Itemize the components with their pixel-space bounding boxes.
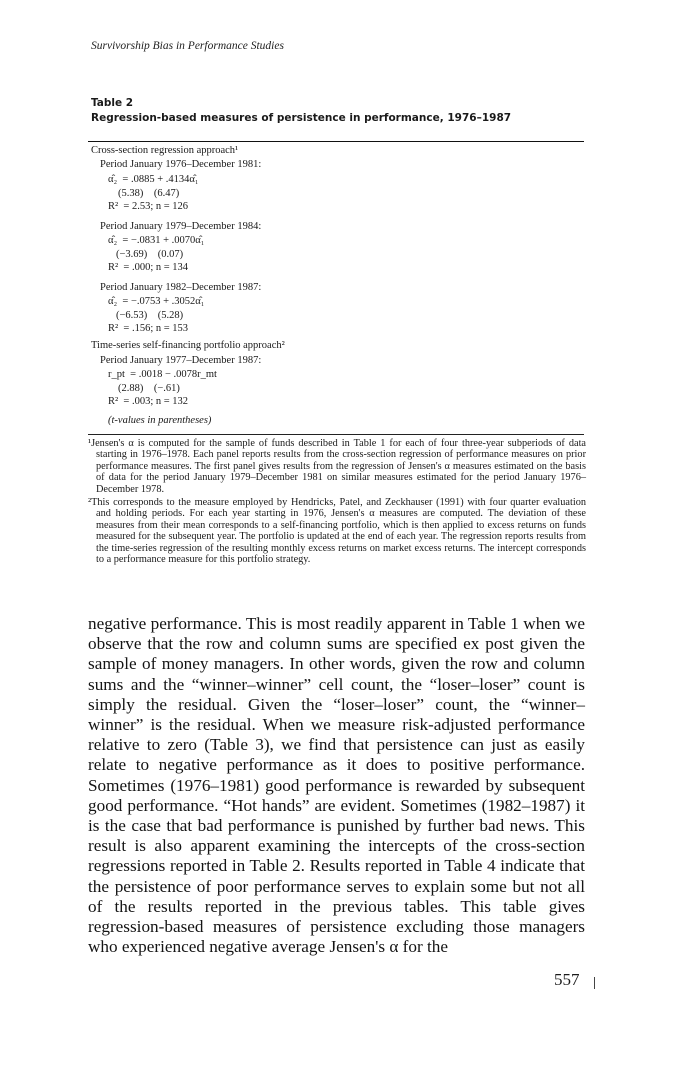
table-line: R² = 2.53; n = 126 <box>108 201 189 212</box>
table-line: α̂₂ = −.0753 + .3052α̂₁ <box>108 296 205 307</box>
table-line: Period January 1979–December 1984: <box>100 221 262 232</box>
running-header: Survivorship Bias in Performance Studies <box>91 40 284 52</box>
table-line: Period January 1977–December 1987: <box>100 355 262 366</box>
table-line: (5.38) (6.47) <box>118 188 180 199</box>
table-line: (−3.69) (0.07) <box>116 249 184 260</box>
table-line: Time-series self-financing portfolio approach² <box>91 340 285 351</box>
footnote: ¹Jensen's α is computed for the sample of funds described in Table 1 for each of four three-year subperiods of data starting in 1976–1978. Each panel reports results from the cross-section regression of performance measures on prior performance measures. The first panel gives results from the regression of Jensen's α measures estimated on the basis of data for the period January 1979–December 1981 on similar measures estimated for the period January 1976–December 1978. <box>88 438 586 495</box>
table-title: Regression-based measures of persistence in performance, 1976–1987 <box>91 112 512 124</box>
table-line: (t-values in parentheses) <box>108 415 212 426</box>
table-line: α̂₂ = .0885 + .4134α̂₁ <box>108 174 199 185</box>
table-line: α̂₂ = −.0831 + .0070α̂₁ <box>108 235 205 246</box>
table-line: (2.88) (−.61) <box>118 383 180 394</box>
table-line: Period January 1976–December 1981: <box>100 159 262 170</box>
table-line: R² = .000; n = 134 <box>108 262 189 273</box>
table-top-rule <box>88 141 584 142</box>
table-line: R² = .156; n = 153 <box>108 323 189 334</box>
table-line: Period January 1982–December 1987: <box>100 282 262 293</box>
page-number: 557 <box>554 970 580 989</box>
body-paragraph: negative performance. This is most readily apparent in Table 1 when we observe that the row and column sums are specified ex post given the sample of money managers. In other words, given the row and column sums and the “winner–winner” cell count, the “loser–loser” count is simply the residual. Given the “loser–loser” count, the “winner–winner” is the residual. When we measure risk-adjusted performance relative to zero (Table 3), we find that persistence can just as easily relate to negative performance as it does to positive performance. Sometimes (1976–1981) good performance is rewarded by subsequent good performance. “Hot hands” are evident. Sometimes (1982–1987) it is the case that bad performance is punished by further bad news. This result is also apparent examining the intercepts of the cross-section regressions reported in Table 2. Results reported in Table 4 indicate that the persistence of poor performance serves to explain some but not all of the results reported in the previous tables. This table gives regression-based measures of persistence excluding those managers who experienced negative average Jensen's α for the <box>88 614 585 957</box>
table-line: Cross-section regression approach¹ <box>91 145 239 156</box>
table-line: R² = .003; n = 132 <box>108 396 189 407</box>
table-line: r_pt = .0018 − .0078r_mt <box>108 369 217 380</box>
table-caption <box>91 96 511 126</box>
table-label: Table 2 <box>91 97 134 109</box>
footnote: ²This corresponds to the measure employed by Hendricks, Patel, and Zeckhauser (1991) with four quarter evaluation and holding periods. For each year starting in 1976, Jensen's α measures are computed. The deviation of these measures from their mean corresponds to a self-financing portfolio, which is then applied to excess returns on funds measured for the subsequent year. The portfolio is updated at the end of each year. The regression reports results from the time-series regression of the resulting monthly excess returns on market excess returns. The intercept corresponds to a performance measure for this portfolio strategy. <box>88 497 586 566</box>
margin-mark <box>594 977 595 989</box>
table-line: (−6.53) (5.28) <box>116 310 184 321</box>
table-bottom-rule <box>88 434 584 435</box>
table-footnotes <box>88 438 586 567</box>
